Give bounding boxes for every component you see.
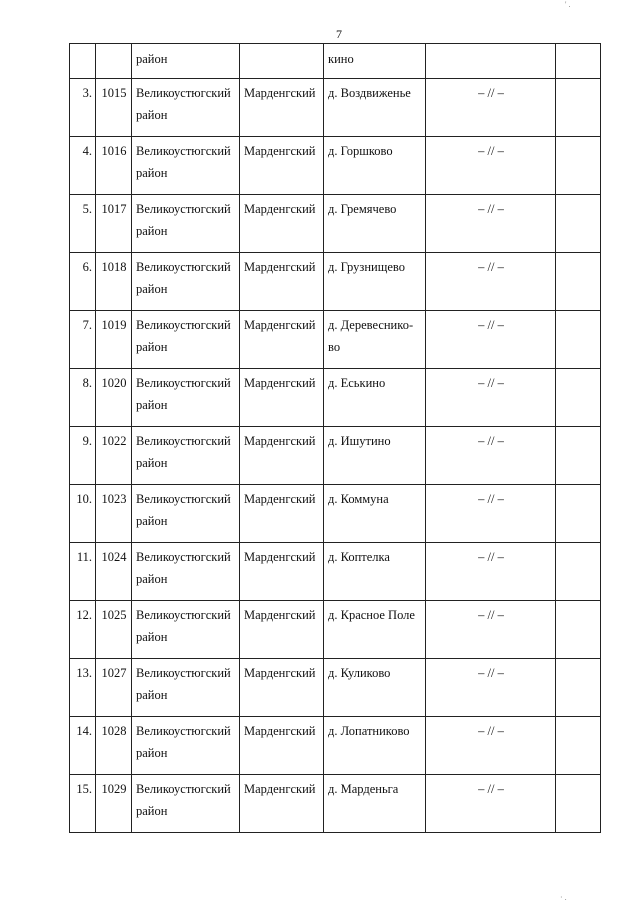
code-cell: 1017 <box>96 195 132 253</box>
district-cell: Великоустюгский район <box>132 369 240 427</box>
locality-cell: д. Марденьга <box>324 775 426 833</box>
locality-cell: д. Лопатниково <box>324 717 426 775</box>
extra-cell <box>556 601 601 659</box>
note-cell: – // – <box>426 195 556 253</box>
code-cell: 1024 <box>96 543 132 601</box>
settlement-cell: Марденгский <box>240 79 324 137</box>
extra-cell <box>556 44 601 79</box>
locality-cell: д. Ишутино <box>324 427 426 485</box>
code-cell: 1020 <box>96 369 132 427</box>
extra-cell <box>556 369 601 427</box>
locality-cell: кино <box>324 44 426 79</box>
code-cell: 1027 <box>96 659 132 717</box>
extra-cell <box>556 137 601 195</box>
settlement-cell: Марденгский <box>240 659 324 717</box>
row-number-cell: 5. <box>70 195 96 253</box>
extra-cell <box>556 543 601 601</box>
table-row <box>70 369 601 427</box>
table-row <box>70 137 601 195</box>
note-cell: – // – <box>426 137 556 195</box>
code-cell: 1023 <box>96 485 132 543</box>
note-cell: – // – <box>426 427 556 485</box>
district-cell: Великоустюгский район <box>132 543 240 601</box>
settlement-cell: Марденгский <box>240 311 324 369</box>
table-row <box>70 485 601 543</box>
table-row <box>70 543 601 601</box>
note-cell <box>426 44 556 79</box>
note-cell: – // – <box>426 601 556 659</box>
note-cell: – // – <box>426 775 556 833</box>
table-row <box>70 253 601 311</box>
extra-cell <box>556 311 601 369</box>
extra-cell <box>556 659 601 717</box>
note-cell: – // – <box>426 369 556 427</box>
settlement-cell: Марденгский <box>240 427 324 485</box>
extra-cell <box>556 485 601 543</box>
row-number-cell: 4. <box>70 137 96 195</box>
row-number-cell: 10. <box>70 485 96 543</box>
code-cell: 1029 <box>96 775 132 833</box>
settlement-cell: Марденгский <box>240 137 324 195</box>
table-row <box>70 195 601 253</box>
registry-table <box>69 43 601 833</box>
code-cell: 1018 <box>96 253 132 311</box>
row-number-cell: 8. <box>70 369 96 427</box>
district-cell: Великоустюгский район <box>132 427 240 485</box>
continuation-row <box>70 44 601 79</box>
row-number-cell: 9. <box>70 427 96 485</box>
table-row <box>70 775 601 833</box>
settlement-cell: Марденгский <box>240 485 324 543</box>
settlement-cell: Марденгский <box>240 717 324 775</box>
settlement-cell: Марденгский <box>240 369 324 427</box>
district-cell: Великоустюгский район <box>132 485 240 543</box>
page-number: 7 <box>336 27 342 41</box>
note-cell: – // – <box>426 659 556 717</box>
locality-cell: д. Коммуна <box>324 485 426 543</box>
corner-mark-top: ' . <box>565 0 571 9</box>
extra-cell <box>556 79 601 137</box>
code-cell: 1019 <box>96 311 132 369</box>
code-cell: 1016 <box>96 137 132 195</box>
table-row <box>70 79 601 137</box>
settlement-cell: Марденгский <box>240 601 324 659</box>
row-number-cell: 3. <box>70 79 96 137</box>
locality-cell: д. Горшково <box>324 137 426 195</box>
note-cell: – // – <box>426 543 556 601</box>
extra-cell <box>556 253 601 311</box>
row-number-cell <box>70 44 96 79</box>
code-cell <box>96 44 132 79</box>
row-number-cell: 6. <box>70 253 96 311</box>
locality-cell: д. Куликово <box>324 659 426 717</box>
district-cell: Великоустюгский район <box>132 775 240 833</box>
table-row <box>70 311 601 369</box>
extra-cell <box>556 775 601 833</box>
table-row <box>70 717 601 775</box>
note-cell: – // – <box>426 79 556 137</box>
district-cell: Великоустюгский район <box>132 79 240 137</box>
row-number-cell: 14. <box>70 717 96 775</box>
district-cell: Великоустюгский район <box>132 717 240 775</box>
row-number-cell: 12. <box>70 601 96 659</box>
district-cell: район <box>132 44 240 79</box>
locality-cell: д. Еськино <box>324 369 426 427</box>
row-number-cell: 11. <box>70 543 96 601</box>
note-cell: – // – <box>426 253 556 311</box>
locality-cell: д. Грузнищево <box>324 253 426 311</box>
code-cell: 1025 <box>96 601 132 659</box>
settlement-cell <box>240 44 324 79</box>
district-cell: Великоустюгский район <box>132 659 240 717</box>
row-number-cell: 15. <box>70 775 96 833</box>
district-cell: Великоустюгский район <box>132 137 240 195</box>
settlement-cell: Марденгский <box>240 195 324 253</box>
code-cell: 1022 <box>96 427 132 485</box>
locality-cell: д. Деревеснико-во <box>324 311 426 369</box>
locality-cell: д. Коптелка <box>324 543 426 601</box>
extra-cell <box>556 427 601 485</box>
settlement-cell: Марденгский <box>240 775 324 833</box>
district-cell: Великоустюгский район <box>132 253 240 311</box>
district-cell: Великоустюгский район <box>132 195 240 253</box>
code-cell: 1028 <box>96 717 132 775</box>
note-cell: – // – <box>426 485 556 543</box>
locality-cell: д. Воздвиженье <box>324 79 426 137</box>
table-row <box>70 601 601 659</box>
note-cell: – // – <box>426 311 556 369</box>
table-row <box>70 427 601 485</box>
settlement-cell: Марденгский <box>240 253 324 311</box>
row-number-cell: 13. <box>70 659 96 717</box>
note-cell: – // – <box>426 717 556 775</box>
district-cell: Великоустюгский район <box>132 311 240 369</box>
locality-cell: д. Гремячево <box>324 195 426 253</box>
settlement-cell: Марденгский <box>240 543 324 601</box>
corner-mark-bottom: · . <box>560 893 567 902</box>
extra-cell <box>556 195 601 253</box>
locality-cell: д. Красное Поле <box>324 601 426 659</box>
code-cell: 1015 <box>96 79 132 137</box>
table-row <box>70 659 601 717</box>
extra-cell <box>556 717 601 775</box>
district-cell: Великоустюгский район <box>132 601 240 659</box>
row-number-cell: 7. <box>70 311 96 369</box>
